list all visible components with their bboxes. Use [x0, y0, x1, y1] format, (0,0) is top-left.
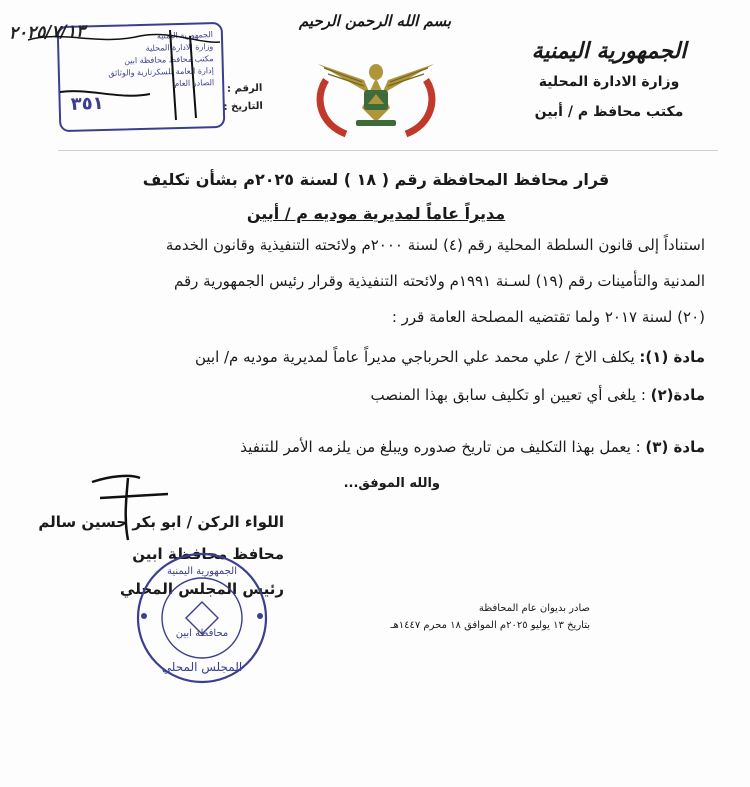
stamp-line: الجمهورية اليمنية — [156, 30, 214, 41]
letterhead-right — [514, 38, 704, 120]
article-label: مادة(٢) — [650, 386, 705, 404]
registration-stamp — [8, 21, 263, 132]
stamp-text-middle: محافظة ابين — [175, 628, 229, 639]
stamp-line: إدارة العامة للسكرتارية والوثائق — [108, 66, 214, 78]
article-text: : يعمل بهذا التكليف من تاريخ صدوره ويبلغ من يلزمه الأمر للتنفيذ — [240, 438, 646, 456]
decree-title-line2: مديراً عاماً لمديرية موديه م / أبين — [246, 204, 506, 223]
stamp-line: الصادر العام — [174, 78, 215, 89]
closing-phrase: والله الموفق... — [343, 476, 440, 491]
stamp-text-top: الجمهورية اليمنية — [166, 566, 237, 577]
article-text: : يلغى أي تعيين او تكليف سابق بهذا المنصب — [370, 386, 651, 404]
flag-left-icon — [320, 80, 346, 134]
official-round-stamp — [132, 548, 272, 688]
preamble-line: استناداً إلى قانون السلطة المحلية رقم (٤) لسنة ٢٠٠٠م ولائحته التنفيذية وقانون الخدمة — [165, 236, 705, 254]
ministry-name: وزارة الادارة المحلية — [538, 74, 680, 90]
article-label: مادة (٣) — [645, 438, 705, 456]
office-name: مكتب محافظ م / أبين — [534, 104, 684, 120]
stamp-number-label: الرقم : — [226, 82, 263, 95]
header-divider — [58, 150, 718, 151]
preamble-line: (٢٠) لسنة ٢٠١٧ ولما تقتضيه المصلحة العامة قرر : — [391, 308, 705, 326]
basmala: بسم الله الرحمن الرحيم — [298, 12, 452, 30]
signatory-name: اللواء الركن / ابو بكر حسين سالم — [38, 513, 284, 531]
eagle-emblem-icon — [312, 50, 440, 138]
article-3 — [240, 438, 705, 456]
flag-right-icon — [406, 80, 432, 134]
signatory-title-council: رئيس المجلس المحلي — [120, 580, 284, 598]
article-label: مادة (١): — [639, 348, 705, 366]
stamp-number-value: ٣٥١ — [70, 92, 104, 115]
preamble-line: المدنية والتأمينات رقم (١٩) لسـنة ١٩٩١م ولائحته التنفيذية وقرار رئيس الجمهورية رقم — [173, 272, 705, 290]
article-text: يكلف الاخ / علي محمد علي الحرباجي مديراً عاماً لمديرية موديه م/ ابين — [194, 348, 640, 366]
stamp-text-bottom: المجلس المحلي — [161, 660, 243, 674]
issued-date: بتاريخ ١٣ يوليو ٢٠٢٥م الموافق ١٨ محرم ١٤٤٧هـ — [390, 620, 590, 631]
stamp-emblem-icon — [186, 602, 218, 634]
signatory-title-governor: محافظ محافظة ابين — [132, 545, 284, 563]
issued-place: صادر بديوان عام المحافظة — [478, 603, 590, 614]
stamp-line: مكتب محافظ محافظة ابين — [124, 54, 214, 66]
article-1 — [195, 348, 705, 366]
stamp-date-value: ٢٠٢٥/٧/١٣ — [8, 21, 86, 44]
republic-name: الجمهورية اليمنية — [531, 38, 687, 64]
stamp-date-label: التاريخ : — [223, 100, 263, 113]
article-2 — [371, 386, 706, 404]
eagle-head-icon — [369, 64, 383, 80]
stamp-line: وزارة الادارة المحلية — [145, 42, 214, 53]
decree-title-line1: قرار محافظ المحافظة رقم ( ١٨ ) لسنة ٢٠٢٥م بشأن تكليف — [142, 170, 610, 189]
letterhead-center — [295, 12, 455, 30]
